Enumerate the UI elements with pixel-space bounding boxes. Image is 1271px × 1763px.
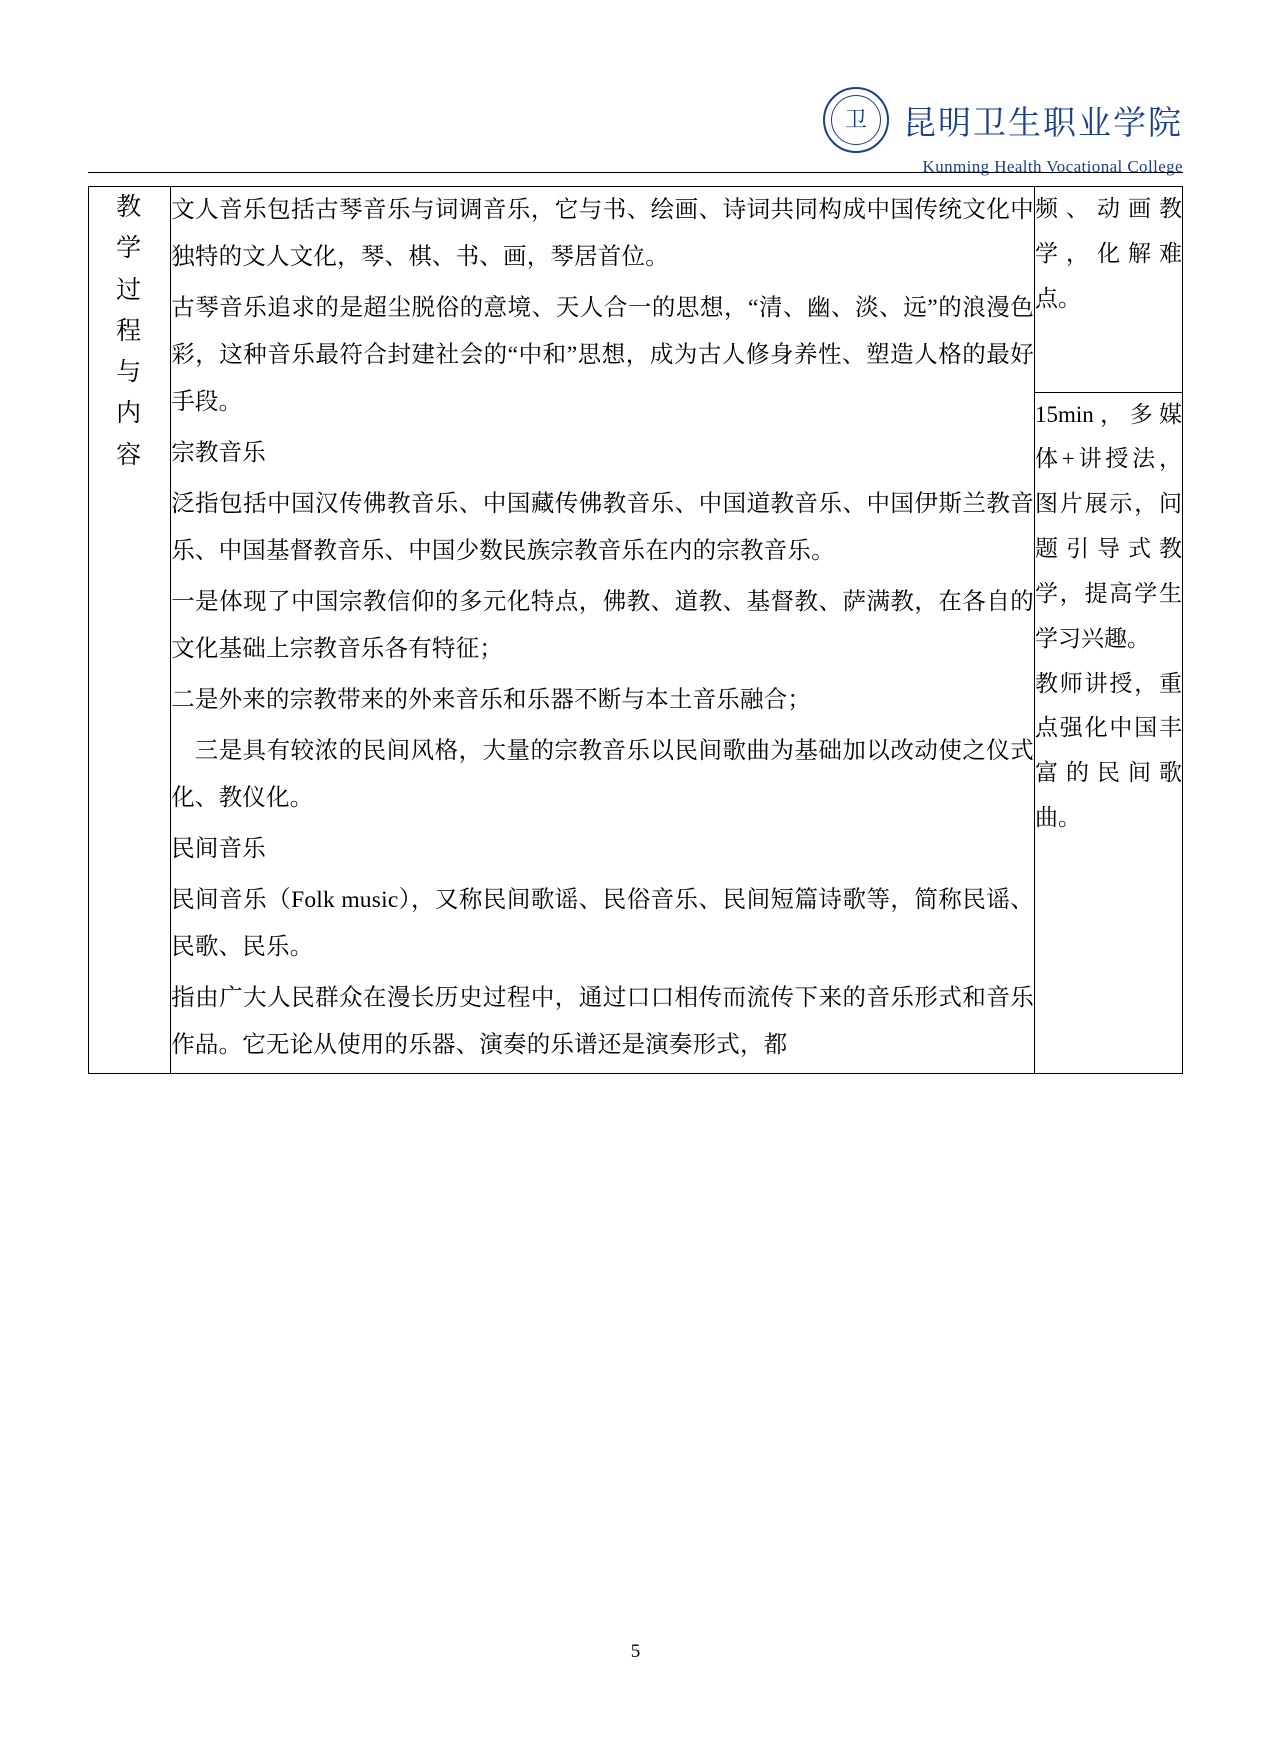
header-divider [88, 172, 1183, 173]
page-number: 5 [630, 1641, 641, 1662]
content-paragraph: 古琴音乐追求的是超尘脱俗的意境、天人合一的思想，“清、幽、淡、远”的浪漫色彩，这种音乐最符合封建社会的“中和”思想，成为古人修身养性、塑造人格的最好手段。 [171, 295, 1034, 415]
content-paragraph: 文人音乐包括古琴音乐与词调音乐，它与书、绘画、诗词共同构成中国传统文化中独特的文人文化，琴、棋、书、画，琴居首位。 [171, 197, 1034, 270]
teaching-content-cell [171, 187, 1035, 1074]
note-text: 频、动画教学，化解难点。 [1035, 196, 1182, 311]
label-char: 过 [116, 276, 144, 304]
label-char: 与 [116, 359, 144, 386]
page-header [763, 92, 1183, 176]
college-seal-icon [823, 87, 889, 153]
content-heading-folk-music: 民间音乐 [171, 836, 267, 862]
seal-core-glyph: 卫 [844, 107, 868, 132]
note-cell-methods [1035, 392, 1183, 1074]
row-label-teaching-process [89, 187, 171, 1074]
content-paragraph: 二是外来的宗教带来的外来音乐和乐器不断与本土音乐融合； [171, 687, 812, 713]
content-paragraph: 三是具有较浓的民间风格，大量的宗教音乐以民间歌曲为基础加以改动使之仪式化、教仪化。 [171, 738, 1034, 811]
label-char: 学 [116, 235, 144, 263]
content-paragraph: 指由广大人民群众在漫长历史过程中，通过口口相传而流传下来的音乐形式和音乐作品。它无论从使用的乐器、演奏的乐谱还是演奏形式，都 [171, 985, 1034, 1058]
note-text-methods: 15min，多媒体+讲授法，图片展示，问题引导式教学，提高学生学习兴趣。 [1035, 401, 1182, 651]
label-char: 容 [116, 441, 144, 469]
college-name-cn: 昆明卫生职业学院 [903, 105, 1183, 142]
label-char: 教 [116, 194, 144, 221]
college-name-en: Kunming Health Vocational College [922, 157, 1183, 176]
content-paragraph: 一是体现了中国宗教信仰的多元化特点，佛教、道教、基督教、萨满教，在各自的文化基础上宗教音乐各有特征； [171, 589, 1034, 662]
note-text-emphasis: 教师讲授，重点强化中国丰富的民间歌曲。 [1035, 670, 1182, 831]
note-cell-top [1035, 187, 1183, 393]
content-paragraph: 泛指包括中国汉传佛教音乐、中国藏传佛教音乐、中国道教音乐、中国伊斯兰教音乐、中国基督教音乐、中国少数民族宗教音乐在内的宗教音乐。 [171, 491, 1034, 564]
table-row [89, 187, 1183, 393]
college-logo [823, 87, 1183, 153]
lesson-plan-table [88, 186, 1183, 1074]
label-char: 内 [116, 400, 144, 428]
content-heading-religious-music: 宗教音乐 [171, 440, 267, 466]
label-char: 程 [116, 317, 144, 345]
content-paragraph: 民间音乐（Folk music），又称民间歌谣、民俗音乐、民间短篇诗歌等，简称民谣、民歌、民乐。 [171, 887, 1034, 960]
